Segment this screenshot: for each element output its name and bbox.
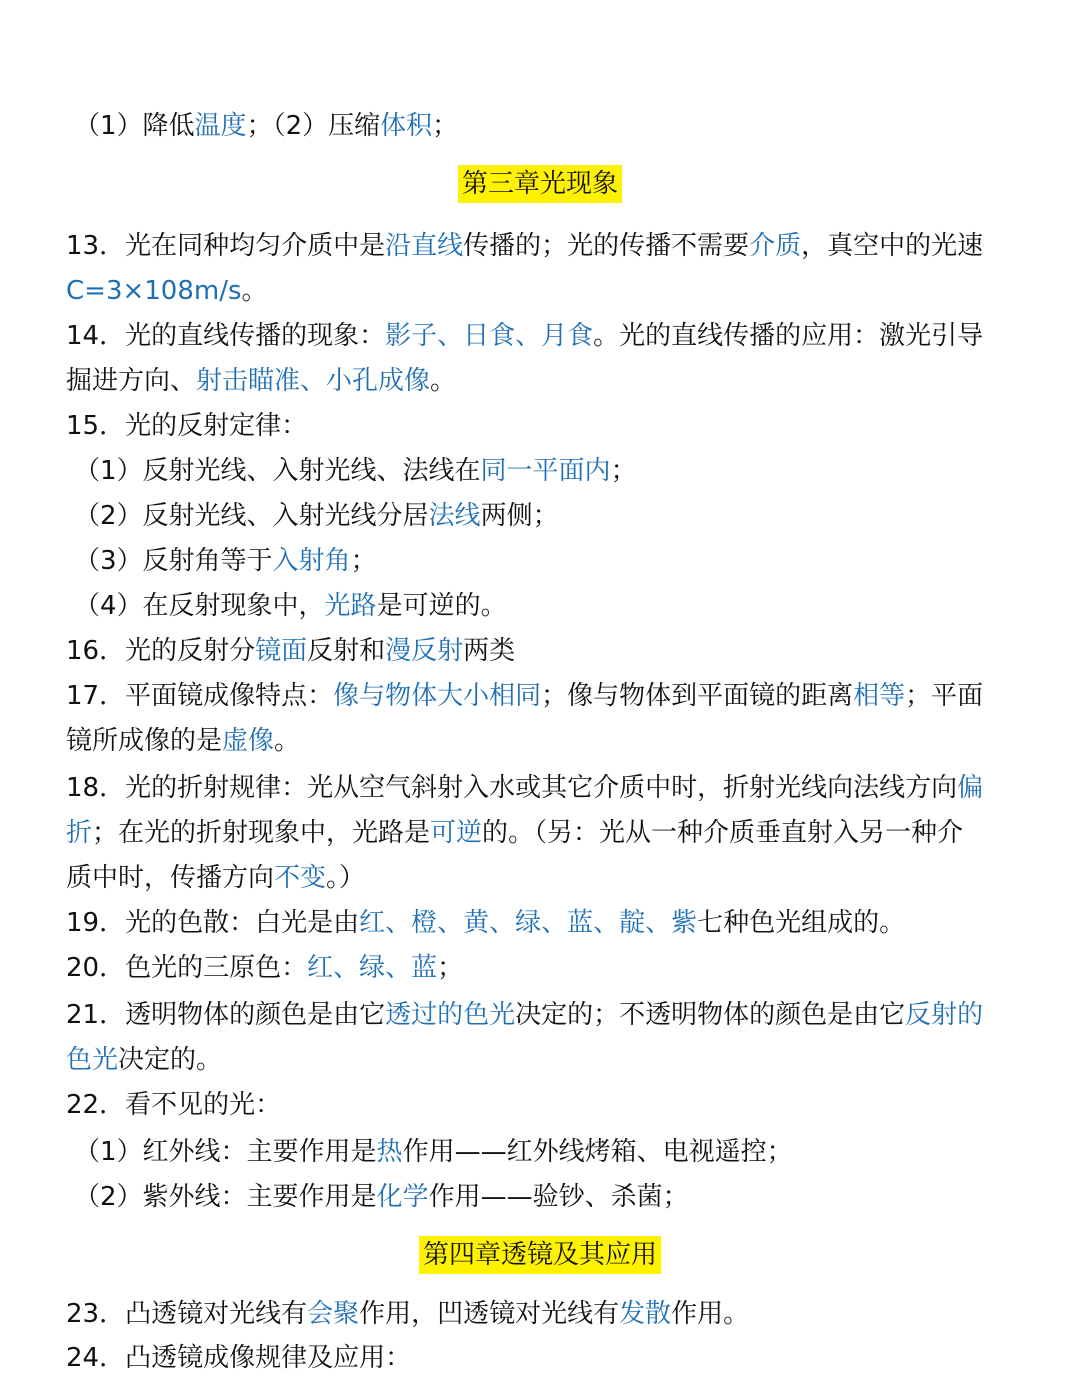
highlighted-text: 像与物体大小相同 xyxy=(333,681,542,711)
highlighted-text: C=3×108m/s xyxy=(66,276,242,306)
plain-text: 传播的；光的传播不需要 xyxy=(463,231,750,261)
plain-text: （1）红外线：主要作用是 xyxy=(74,1137,377,1167)
sub-item-line xyxy=(74,108,1034,144)
text-line xyxy=(66,997,1026,1033)
plain-text: 。 xyxy=(430,366,457,396)
plain-text: ；平面 xyxy=(905,681,984,711)
plain-text: ；在光的折射现象中，光路是 xyxy=(92,818,431,848)
plain-text: 两侧； xyxy=(480,501,559,531)
plain-text: 的。（另：光从一种介质垂直射入另一种介 xyxy=(482,818,964,848)
plain-text: 18．光的折射规律：光从空气斜射入水或其它介质中时，折射光线向法线方向 xyxy=(66,773,958,803)
plain-text: （1）反射光线、入射光线、法线在 xyxy=(74,456,481,486)
highlighted-text: 温度 xyxy=(194,111,247,141)
sub-item-line xyxy=(74,588,1034,624)
highlighted-text: 相等 xyxy=(853,681,906,711)
text-line xyxy=(66,1087,1026,1123)
plain-text: 20．色光的三原色： xyxy=(66,953,308,983)
highlighted-text: 不变 xyxy=(274,863,327,893)
chapter-heading xyxy=(0,164,1080,204)
highlighted-text: 透过的色光 xyxy=(385,1000,516,1030)
plain-text: 七种色光组成的。 xyxy=(697,908,906,938)
highlighted-text: 发散 xyxy=(619,1299,672,1329)
plain-text: 24．凸透镜成像规律及应用： xyxy=(66,1343,412,1373)
plain-text: 。 xyxy=(241,276,268,306)
sub-item-line xyxy=(74,1179,1034,1215)
chapter-heading-text: 第四章透镜及其应用 xyxy=(419,1236,661,1274)
highlighted-text: 折 xyxy=(66,818,93,848)
text-line xyxy=(66,318,1026,354)
plain-text: （3）反射角等于 xyxy=(74,546,273,576)
text-line xyxy=(66,633,1026,669)
plain-text: 掘进方向、 xyxy=(66,366,197,396)
highlighted-text: 同一平面内 xyxy=(480,456,611,486)
plain-text: 13．光在同种均匀介质中是 xyxy=(66,231,386,261)
plain-text: 21．透明物体的颜色是由它 xyxy=(66,1000,386,1030)
text-line xyxy=(66,950,1026,986)
plain-text: ； xyxy=(350,546,377,576)
plain-text: 作用，凹透镜对光线有 xyxy=(359,1299,620,1329)
plain-text: （4）在反射现象中， xyxy=(74,591,325,621)
text-line xyxy=(66,1042,1026,1078)
highlighted-text: 可逆 xyxy=(430,818,483,848)
text-line xyxy=(66,363,1026,399)
highlighted-text: 化学 xyxy=(376,1182,429,1212)
highlighted-text: 入射角 xyxy=(272,546,351,576)
text-line xyxy=(66,860,1026,896)
plain-text: （1）降低 xyxy=(74,111,195,141)
sub-item-line xyxy=(74,543,1034,579)
highlighted-text: 影子、日食、月食 xyxy=(385,321,594,351)
text-line xyxy=(66,723,1026,759)
plain-text: （2）紫外线：主要作用是 xyxy=(74,1182,377,1212)
plain-text: 15．光的反射定律： xyxy=(66,411,308,441)
highlighted-text: 虚像 xyxy=(222,726,275,756)
highlighted-text: 镜面 xyxy=(255,636,308,666)
plain-text: ； xyxy=(432,111,459,141)
highlighted-text: 色光 xyxy=(66,1045,119,1075)
chapter-heading-text: 第三章光现象 xyxy=(458,165,622,203)
plain-text: ；（2）压缩 xyxy=(246,111,381,141)
text-line xyxy=(66,770,1026,806)
highlighted-text: 红、绿、蓝 xyxy=(307,953,438,983)
plain-text: ； xyxy=(610,456,637,486)
sub-item-line xyxy=(74,453,1034,489)
text-line xyxy=(66,905,1026,941)
plain-text: 22．看不见的光： xyxy=(66,1090,282,1120)
plain-text: 是可逆的。 xyxy=(376,591,507,621)
text-line xyxy=(66,273,1026,309)
plain-text: 决定的。 xyxy=(118,1045,223,1075)
plain-text: 反射和 xyxy=(307,636,386,666)
plain-text: ，真空中的光速 xyxy=(801,231,984,261)
highlighted-text: 法线 xyxy=(428,501,481,531)
highlighted-text: 体积 xyxy=(380,111,433,141)
highlighted-text: 介质 xyxy=(749,231,802,261)
highlighted-text: 射击瞄准、小孔成像 xyxy=(196,366,431,396)
plain-text: 19．光的色散：白光是由 xyxy=(66,908,360,938)
highlighted-text: 漫反射 xyxy=(385,636,464,666)
text-line xyxy=(66,408,1026,444)
plain-text: 。 xyxy=(274,726,301,756)
plain-text: 14．光的直线传播的现象： xyxy=(66,321,386,351)
plain-text: 。光的直线传播的应用：激光引导 xyxy=(593,321,984,351)
chapter-heading xyxy=(0,1235,1080,1275)
highlighted-text: 热 xyxy=(376,1137,403,1167)
text-line xyxy=(66,678,1026,714)
plain-text: 16．光的反射分 xyxy=(66,636,256,666)
highlighted-text: 偏 xyxy=(957,773,984,803)
plain-text: （2）反射光线、入射光线分居 xyxy=(74,501,429,531)
text-line xyxy=(66,815,1026,851)
plain-text: 决定的；不透明物体的颜色是由它 xyxy=(515,1000,906,1030)
text-line xyxy=(66,1340,1026,1376)
highlighted-text: 光路 xyxy=(324,591,377,621)
text-line xyxy=(66,228,1026,264)
plain-text: 23．凸透镜对光线有 xyxy=(66,1299,308,1329)
text-line xyxy=(66,1296,1026,1332)
highlighted-text: 反射的 xyxy=(905,1000,984,1030)
plain-text: 镜所成像的是 xyxy=(66,726,223,756)
highlighted-text: 沿直线 xyxy=(385,231,464,261)
highlighted-text: 红、橙、黄、绿、蓝、靛、紫 xyxy=(359,908,698,938)
plain-text: 。） xyxy=(326,863,366,893)
highlighted-text: 会聚 xyxy=(307,1299,360,1329)
plain-text: 两类 xyxy=(463,636,516,666)
plain-text: 作用。 xyxy=(671,1299,750,1329)
plain-text: 作用——验钞、杀菌； xyxy=(428,1182,689,1212)
sub-item-line xyxy=(74,1134,1034,1170)
plain-text: 质中时，传播方向 xyxy=(66,863,275,893)
plain-text: 作用——红外线烤箱、电视遥控； xyxy=(402,1137,793,1167)
plain-text: ； xyxy=(437,953,464,983)
sub-item-line xyxy=(74,498,1034,534)
plain-text: 17．平面镜成像特点： xyxy=(66,681,334,711)
plain-text: ；像与物体到平面镜的距离 xyxy=(541,681,854,711)
